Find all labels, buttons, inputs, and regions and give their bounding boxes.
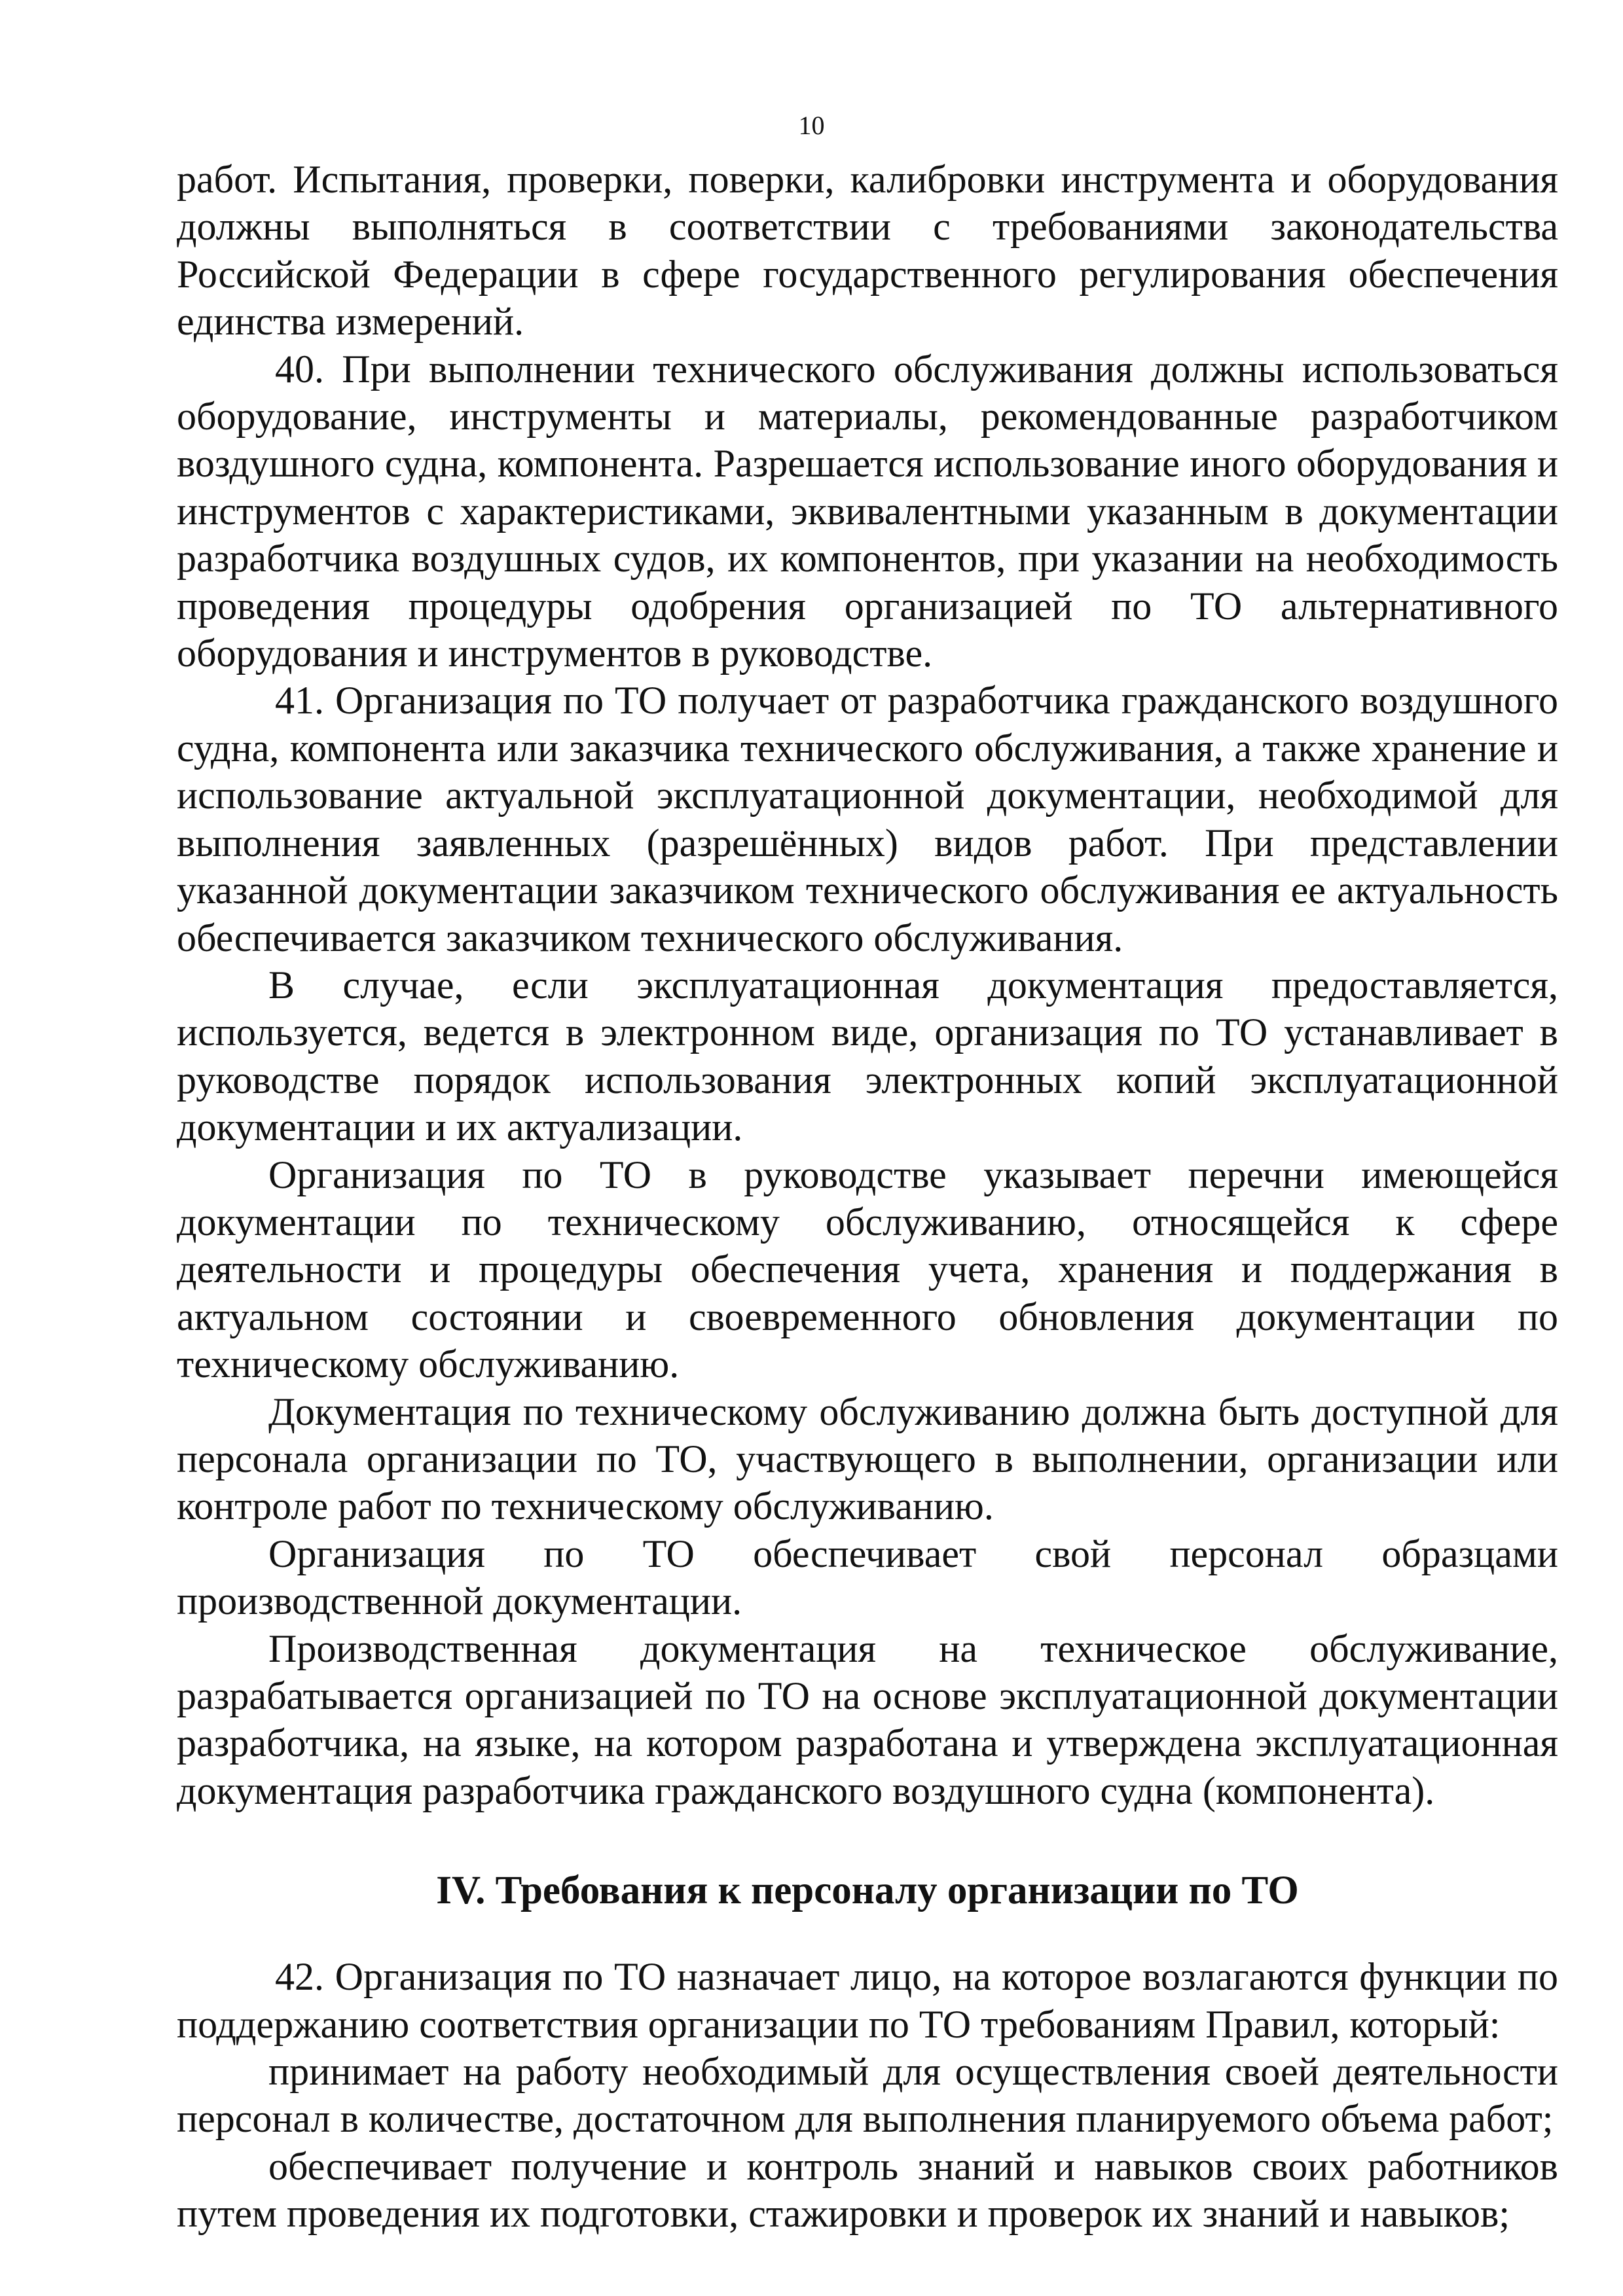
paragraph-docs-samples: Организация по ТО обеспечивает свой персонал образцами производственной документации. (177, 1532, 1558, 1623)
paragraph-docs-access: Документация по техническому обслуживанию должна быть доступной для персонала организации по ТО, участвующего в выполнении, организации или контроле работ по техническому обслуживанию. (177, 1390, 1558, 1528)
paragraph-continuation: работ. Испытания, проверки, поверки, калибровки инструмента и оборудования должны выполняться в соответствии с требованиями законодательства Российской Федерации в сфере государственного регулирования обеспечения единства измерений. (177, 158, 1558, 344)
document-body (177, 156, 1558, 2238)
section-heading: IV. Требования к персоналу организации по ТО (436, 1869, 1299, 1913)
paragraph-41: 41. Организация по ТО получает от разработчика гражданского воздушного судна, компонента или заказчика технического обслуживания, а также хранение и использование актуальной эксплуатационной документации, необходимой для выполнения заявленных (разрешённых) видов работ. При представлении указанной документации заказчиком технического обслуживания ее актуальность обеспечивается заказчиком технического обслуживания. (177, 679, 1558, 960)
paragraph-electronic-docs: В случае, если эксплуатационная документация предоставляется, используется, ведется в электронном виде, организация по ТО устанавливает в руководстве порядок использования электронных копий эксплуатационной документации и их актуализации. (177, 963, 1558, 1149)
paragraph-hiring: принимает на работу необходимый для осуществления своей деятельности персонал в количестве, достаточном для выполнения планируемого объема работ; (177, 2050, 1558, 2141)
page-number: 10 (798, 111, 825, 140)
paragraph-docs-list: Организация по ТО в руководстве указывает перечни имеющейся документации по техническому обслуживанию, относящейся к сфере деятельности и процедуры обеспечения учета, хранения и поддержания в актуальном состоянии и своевременного обновления документации по техническому обслуживанию. (177, 1153, 1558, 1386)
paragraph-40: 40. При выполнении технического обслуживания должны использоваться оборудование, инструменты и материалы, рекомендованные разработчиком воздушного судна, компонента. Разрешается использование иного оборудования и инструментов с характеристиками, эквивалентными указанным в документации разработчика воздушных судов, их компонентов, при указании на необходимость проведения процедуры одобрения организацией по ТО альтернативного оборудования и инструментов в руководстве. (177, 347, 1558, 675)
paragraph-production-docs: Производственная документация на техническое обслуживание, разрабатывается организацией по ТО на основе эксплуатационной документации разработчика, на языке, на котором разработана и утверждена эксплуатационная документация разработчика гражданского воздушного судна (компонента). (177, 1626, 1558, 1812)
paragraph-42: 42. Организация по ТО назначает лицо, на которое возлагаются функции по поддержанию соответствия организации по ТО требованиям Правил, который: (177, 1955, 1558, 2046)
paragraph-training: обеспечивает получение и контроль знаний и навыков своих работников путем проведения их подготовки, стажировки и проверок их знаний и навыков; (177, 2144, 1558, 2236)
